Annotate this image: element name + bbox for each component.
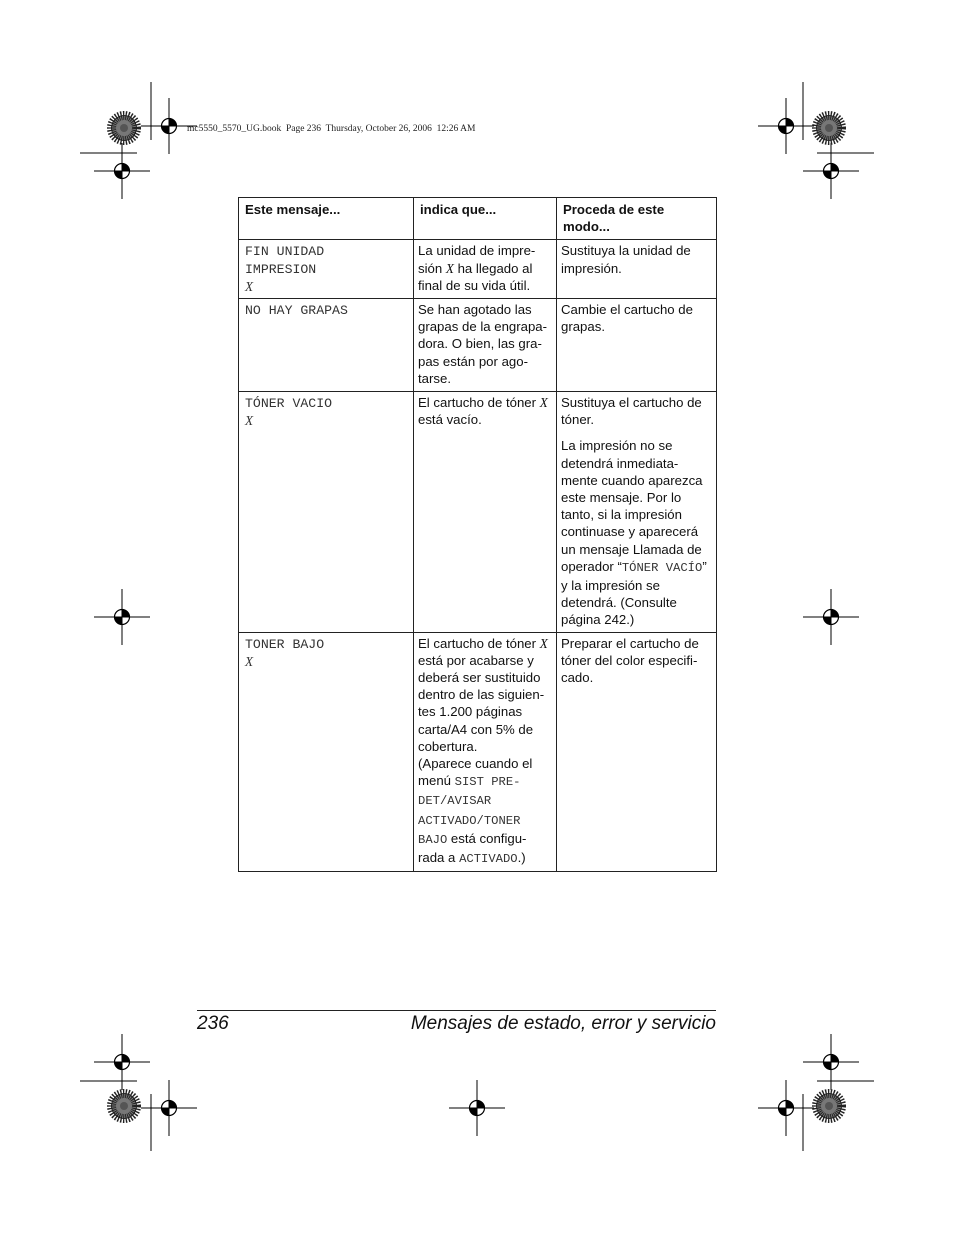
action-note: La impresión no se detendrá inmediata-mente cuando aparezca este mensaje. Por lo tanto, si la impresión continuase y aparecerá un mensaje Llamada de operador “TÓNER VACÍO” y la impresión se detendrá. (Consulte página 242.) xyxy=(561,438,707,628)
header-proceda: Proceda de este modo... xyxy=(557,198,717,240)
action-cell: Preparar el cartucho de tóner del color especifi-cado. xyxy=(557,632,717,872)
meaning-cell: El cartucho de tóner X está vacío. xyxy=(414,392,557,633)
message-cell: TÓNER VACIO X xyxy=(239,392,414,633)
header-este-mensaje: Este mensaje... xyxy=(239,198,414,240)
action-cell: Sustituya el cartucho de tóner. La impresión no se detendrá inmediata-mente cuando aparezca este mensaje. Por lo tanto, si la impresión continuase y aparecerá un mensaje Llamada de operador “TÓNER VACÍO” y la impresión se detendrá. (Consulte página 242.) xyxy=(557,392,717,633)
variable-x: X xyxy=(245,653,254,669)
variable-x: X xyxy=(245,278,254,294)
table-header-row xyxy=(239,198,717,240)
footer-rule xyxy=(197,1010,716,1011)
variable-x: X xyxy=(539,395,548,411)
message-cell: TONER BAJO X xyxy=(239,632,414,872)
meaning-cell: El cartucho de tóner X está por acabarse y deberá ser sustituido dentro de las siguien-tes 1.200 páginas carta/A4 con 5% de cobertura. (Aparece cuando el menú SIST PRE-DET/AVISAR ACTIVADO/TONER BAJO está configu-rada a ACTIVADO.) xyxy=(414,632,557,872)
message-cell: FIN UNIDAD IMPRESION X xyxy=(239,240,414,299)
chapter-title: Mensajes de estado, error y servicio xyxy=(410,1013,716,1034)
page-number: 236 xyxy=(197,1013,229,1034)
meaning-cell: Se han agotado las grapas de la engrapa-dora. O bien, las gra-pas están por ago-tarse. xyxy=(414,299,557,392)
variable-x: X xyxy=(445,260,454,276)
variable-x: X xyxy=(245,413,254,429)
menu-note: (Aparece cuando el menú SIST PRE-DET/AVISAR ACTIVADO/TONER BAJO está configu-rada a ACTIVADO.) xyxy=(418,756,533,867)
table-row xyxy=(239,240,717,299)
message-table xyxy=(238,197,717,872)
meaning-cell: La unidad de impre-sión X ha llegado al final de su vida útil. xyxy=(414,240,557,299)
table-row xyxy=(239,299,717,392)
print-header: mc5550_5570_UG.book Page 236 Thursday, October 26, 2006 12:26 AM xyxy=(187,124,476,134)
table-row xyxy=(239,392,717,633)
action-cell: Cambie el cartucho de grapas. xyxy=(557,299,717,392)
action-cell: Sustituya la unidad de impresión. xyxy=(557,240,717,299)
header-indica-que: indica que... xyxy=(414,198,557,240)
table-row xyxy=(239,632,717,872)
variable-x: X xyxy=(539,635,548,651)
message-cell: NO HAY GRAPAS xyxy=(239,299,414,392)
